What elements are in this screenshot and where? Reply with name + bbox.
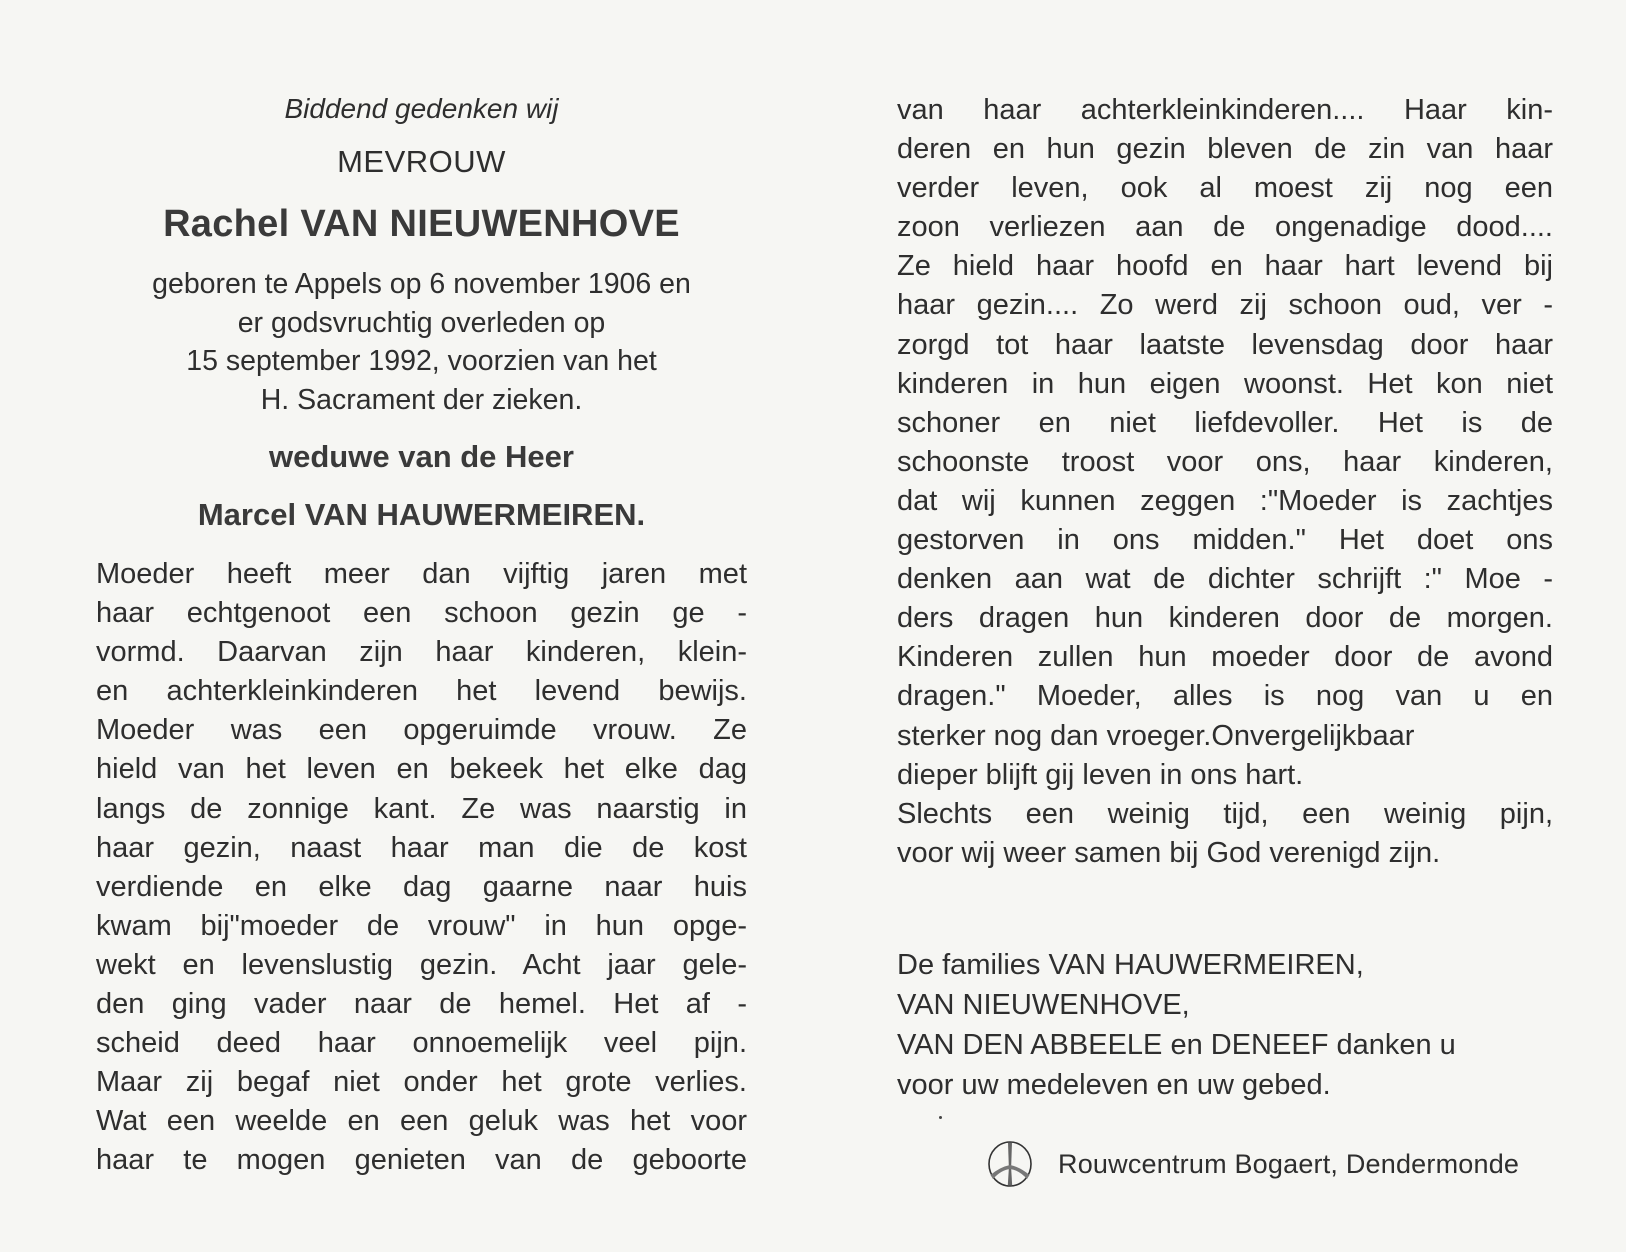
print-speck <box>939 1116 942 1119</box>
text-line: verder leven, ook al moest zij nog een <box>897 172 1553 205</box>
birth-death-details <box>96 265 747 419</box>
text-line: haar gezin, naast haar man die de kost <box>96 831 747 864</box>
text-line: kwam bij"moeder de vrouw" in hun opge- <box>96 909 747 942</box>
family-line: voor uw medeleven en uw gebed. <box>897 1069 1331 1101</box>
text-line: Wat een weelde en een geluk was het voor <box>96 1105 747 1138</box>
text-line: haar te mogen genieten van de geboorte <box>96 1144 747 1177</box>
text-line: dragen." Moeder, alles is nog van u en <box>897 680 1553 713</box>
text-line: voor wij weer samen bij God verenigd zijn. <box>897 836 1441 869</box>
tribute-text-right <box>897 91 1553 873</box>
text-line: gestorven in ons midden." Het doet ons <box>897 524 1553 557</box>
text-line: schoonste troost voor ons, haar kinderen, <box>897 445 1553 478</box>
text-line: Ze hield haar hoofd en haar hart levend bij <box>897 250 1553 283</box>
widow-of-label: weduwe van de Heer <box>269 439 574 474</box>
deceased-name: Rachel VAN NIEUWENHOVE <box>163 203 680 245</box>
text-line: en achterkleinkinderen het levend bewijs. <box>96 675 747 708</box>
text-line: haar echtgenoot een schoon gezin ge - <box>96 597 747 630</box>
text-line: van haar achterkleinkinderen.... Haar kin- <box>897 94 1553 126</box>
text-line: Moeder heeft meer dan vijftig jaren met <box>96 558 747 590</box>
text-line: Slechts een weinig tijd, een weinig pijn, <box>897 797 1553 830</box>
text-line: dieper blijft gij leven in ons hart. <box>897 758 1304 791</box>
text-line: Kinderen zullen hun moeder door de avond <box>897 641 1553 674</box>
text-line: deren en hun gezin bleven de zin van haar <box>897 133 1553 166</box>
text-line: haar gezin.... Zo werd zij schoon oud, ver - <box>897 289 1553 322</box>
text-line: scheid deed haar onnoemelijk veel pijn. <box>96 1027 747 1060</box>
text-line: kinderen in hun eigen woonst. Het kon niet <box>897 367 1553 400</box>
text-line: langs de zonnige kant. Ze was naarstig in <box>96 792 747 825</box>
birth-death-line: er godsvruchtig overleden op <box>237 306 606 339</box>
tribute-text-left <box>96 555 747 1181</box>
peace-cross-circle-icon <box>986 1140 1034 1188</box>
text-line: verdiende en elke dag gaarne naar huis <box>96 870 747 903</box>
text-line: hield van het leven en bekeek het elke dag <box>96 753 747 786</box>
title-mevrouw: MEVROUW <box>337 144 506 179</box>
text-line: schoner en niet liefdevoller. Het is de <box>897 406 1553 439</box>
family-line: De families VAN HAUWERMEIREN, <box>897 949 1364 981</box>
intro-text: Biddend gedenken wij <box>284 93 559 124</box>
text-line: wekt en levenslustig gezin. Acht jaar gele- <box>96 948 747 981</box>
funeral-home-name: Rouwcentrum Bogaert, Dendermonde <box>1058 1149 1520 1179</box>
family-line: VAN NIEUWENHOVE, <box>897 989 1190 1021</box>
text-line: Maar zij begaf niet onder het grote verlies. <box>96 1066 747 1099</box>
family-thanks <box>897 945 1557 1105</box>
text-line: sterker nog dan vroeger.Onvergelijkbaar <box>897 719 1415 752</box>
birth-death-line: H. Sacrament der zieken. <box>260 383 583 416</box>
funeral-home-credit <box>986 1140 1519 1188</box>
text-line: den ging vader naar de hemel. Het af - <box>96 988 747 1021</box>
text-line: zorgd tot haar laatste levensdag door haar <box>897 328 1553 361</box>
text-line: vormd. Daarvan zijn haar kinderen, klein- <box>96 636 747 669</box>
family-line: VAN DEN ABBEELE en DENEEF danken u <box>897 1029 1456 1061</box>
text-line: denken aan wat de dichter schrijft :" Moe - <box>897 563 1553 596</box>
husband-name: Marcel VAN HAUWERMEIREN. <box>197 497 646 532</box>
text-line: zoon verliezen aan de ongenadige dood.... <box>897 211 1553 244</box>
text-line: ders dragen hun kinderen door de morgen. <box>897 602 1553 635</box>
text-line: dat wij kunnen zeggen :"Moeder is zachtjes <box>897 484 1553 517</box>
birth-death-line: 15 september 1992, voorzien van het <box>186 345 657 378</box>
text-line: Moeder was een opgeruimde vrouw. Ze <box>96 714 747 747</box>
birth-death-line: geboren te Appels op 6 november 1906 en <box>152 268 691 300</box>
